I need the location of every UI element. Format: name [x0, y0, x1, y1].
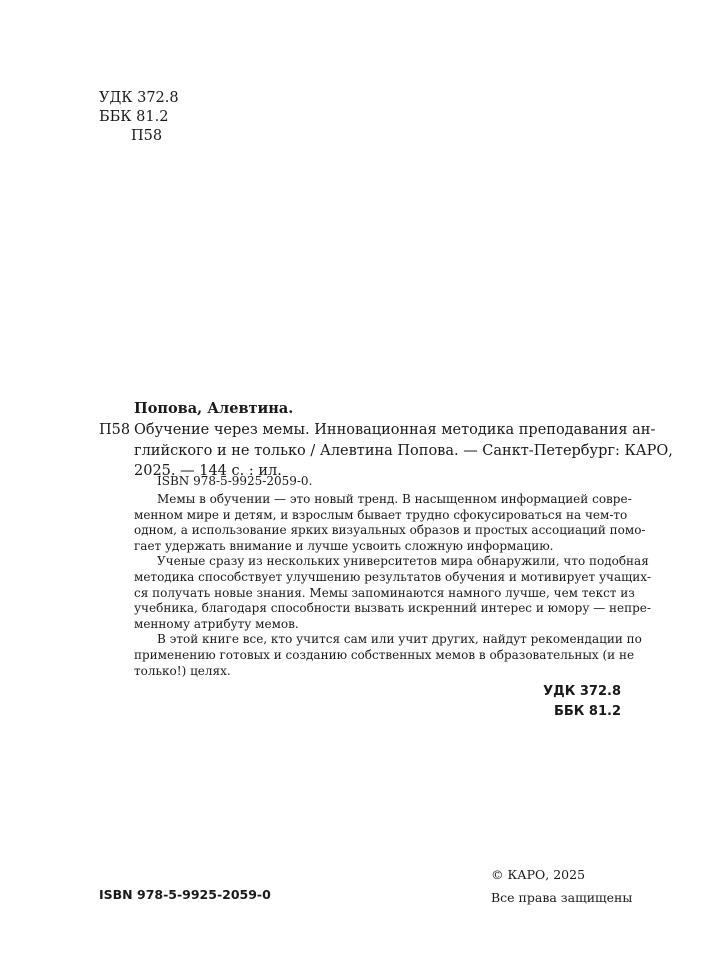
classification-block — [99, 89, 179, 146]
rights-reserved: Все права защищены — [491, 890, 633, 905]
copyright-block — [491, 863, 632, 909]
abstract-line: учебника, благодаря способности вызвать искренний интерес и юмору — непре- — [134, 601, 651, 616]
abstract-line: методика способствует улучшению результатов обучения и мотивирует учащих- — [134, 569, 652, 584]
abstract — [134, 492, 652, 679]
entry-line: 2025. — 144 с. : ил. — [134, 463, 282, 479]
entry-line: Обучение через мемы. Инновационная методика преподавания ан- — [134, 422, 656, 438]
entry-line: глийского и не только / Алевтина Попова. — Санкт-Петербург: КАРО, — [134, 442, 673, 459]
footer-udk: УДК 372.8 — [543, 684, 621, 699]
bbk-code: ББК 81.2 — [99, 109, 169, 125]
footer-isbn: ISBN 978-5-9925-2059-0 — [99, 887, 271, 902]
author-mark: П58 — [131, 128, 163, 144]
footer-classification — [543, 682, 621, 722]
abstract-line: менном мире и детям, и взрослым бывает трудно сфокусироваться на чем-то — [134, 507, 628, 522]
entry-isbn-wrap — [134, 474, 608, 490]
abstract-line: только!) целях. — [134, 663, 231, 678]
bibliographic-entry — [134, 420, 673, 482]
author-heading: Попова, Алевтина. — [134, 400, 294, 417]
abstract-line: менному атрибуту мемов. — [134, 616, 299, 631]
footer-bbk: ББК 81.2 — [553, 704, 621, 719]
abstract-line: В этой книге все, кто учится сам или учит других, найдут рекомендации по — [157, 632, 642, 647]
abstract-line: ся получать новые знания. Мемы запоминаются намного лучше, чем текст из — [134, 585, 635, 600]
entry-isbn: ISBN 978-5-9925-2059-0. — [157, 474, 313, 488]
abstract-line: применению готовых и созданию собственных мемов в образовательных (и не — [134, 647, 635, 662]
abstract-line: гает удержать внимание и лучше усвоить сложную информацию. — [134, 538, 554, 553]
abstract-line: Ученые сразу из нескольких университетов мира обнаружили, что подобная — [157, 554, 649, 569]
copyright: © КАРО, 2025 — [491, 867, 586, 882]
abstract-line: Мемы в обучении — это новый тренд. В насыщенном информацией совре- — [157, 492, 632, 506]
author-mark-entry: П58 — [99, 422, 131, 438]
abstract-line: одном, а использование ярких визуальных образов и простых ассоциаций помо- — [134, 523, 646, 538]
udk-code: УДК 372.8 — [99, 90, 179, 106]
